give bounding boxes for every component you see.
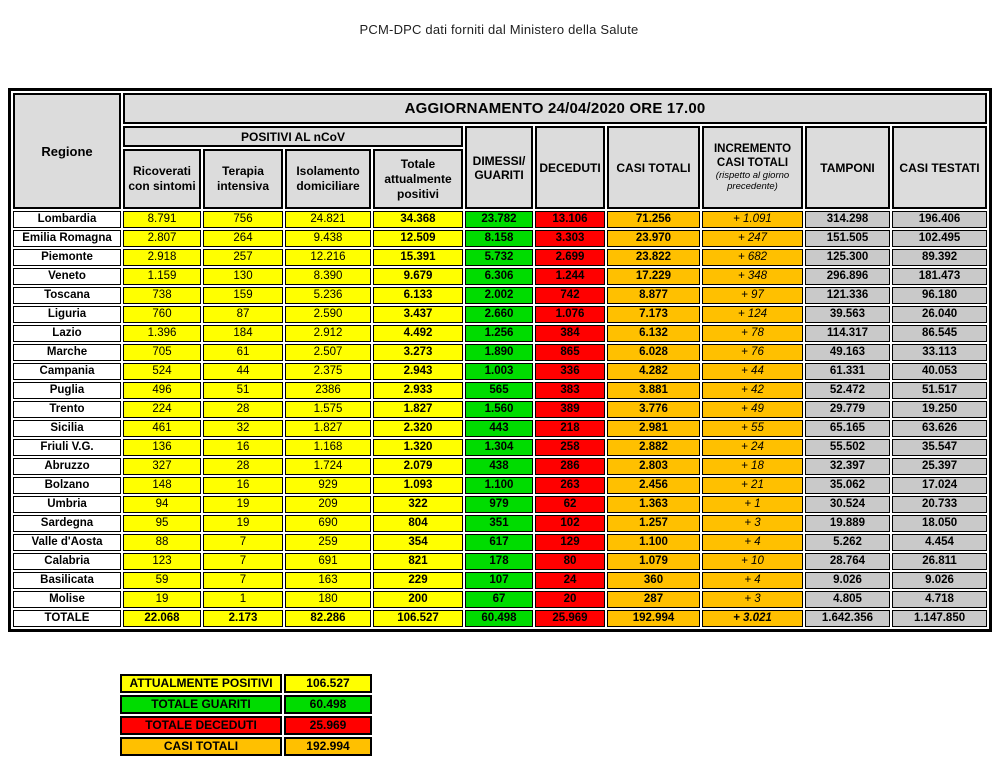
value-cell: + 97 xyxy=(702,287,803,304)
value-cell: 25.969 xyxy=(535,610,605,627)
region-name-cell: Puglia xyxy=(13,382,121,399)
col-header-casi-totali: CASI TOTALI xyxy=(607,126,700,209)
value-cell: + 24 xyxy=(702,439,803,456)
value-cell: 19 xyxy=(203,496,283,513)
value-cell: + 4 xyxy=(702,572,803,589)
value-cell: 1.363 xyxy=(607,496,700,513)
value-cell: 2.456 xyxy=(607,477,700,494)
value-cell: 23.782 xyxy=(465,211,533,228)
region-name-cell: Emilia Romagna xyxy=(13,230,121,247)
value-cell: 200 xyxy=(373,591,463,608)
col-header-deceduti: DECEDUTI xyxy=(535,126,605,209)
value-cell: 804 xyxy=(373,515,463,532)
table-row xyxy=(13,401,987,418)
region-name-cell: Valle d'Aosta xyxy=(13,534,121,551)
value-cell: 82.286 xyxy=(285,610,371,627)
value-cell: 1.079 xyxy=(607,553,700,570)
value-cell: 1.827 xyxy=(373,401,463,418)
summary-label-cell: TOTALE DECEDUTI xyxy=(120,716,282,735)
header-row-update xyxy=(13,93,987,124)
value-cell: 196.406 xyxy=(892,211,987,228)
value-cell: 136 xyxy=(123,439,201,456)
value-cell: 61 xyxy=(203,344,283,361)
value-cell: + 42 xyxy=(702,382,803,399)
value-cell: 6.133 xyxy=(373,287,463,304)
value-cell: 259 xyxy=(285,534,371,551)
value-cell: 95 xyxy=(123,515,201,532)
value-cell: 1.890 xyxy=(465,344,533,361)
col-header-totale-positivi: Totale attualmente positivi xyxy=(373,149,463,209)
value-cell: 1.724 xyxy=(285,458,371,475)
value-cell: 1.256 xyxy=(465,325,533,342)
col-header-incremento xyxy=(702,126,803,209)
value-cell: 258 xyxy=(535,439,605,456)
value-cell: 2.807 xyxy=(123,230,201,247)
value-cell: 24 xyxy=(535,572,605,589)
value-cell: 35.547 xyxy=(892,439,987,456)
summary-label-cell: CASI TOTALI xyxy=(120,737,282,756)
value-cell: 88 xyxy=(123,534,201,551)
value-cell: + 78 xyxy=(702,325,803,342)
value-cell: 19 xyxy=(123,591,201,608)
value-cell: + 3 xyxy=(702,591,803,608)
value-cell: 6.306 xyxy=(465,268,533,285)
value-cell: 742 xyxy=(535,287,605,304)
incremento-header-note: (rispetto al giorno precedente) xyxy=(715,170,790,193)
value-cell: 218 xyxy=(535,420,605,437)
value-cell: 130 xyxy=(203,268,283,285)
value-cell: 1.827 xyxy=(285,420,371,437)
positivi-group-header: POSITIVI AL nCoV xyxy=(123,126,463,147)
summary-value-cell: 60.498 xyxy=(284,695,372,714)
value-cell: 12.509 xyxy=(373,230,463,247)
value-cell: 192.994 xyxy=(607,610,700,627)
value-cell: 1.244 xyxy=(535,268,605,285)
page-title: PCM-DPC dati forniti dal Ministero della Salute xyxy=(359,22,639,37)
table-row xyxy=(13,287,987,304)
value-cell: 51 xyxy=(203,382,283,399)
value-cell: 19.889 xyxy=(805,515,890,532)
value-cell: 86.545 xyxy=(892,325,987,342)
value-cell: 26.811 xyxy=(892,553,987,570)
region-name-cell: Piemonte xyxy=(13,249,121,266)
value-cell: 1.575 xyxy=(285,401,371,418)
value-cell: 7 xyxy=(203,553,283,570)
value-cell: 821 xyxy=(373,553,463,570)
value-cell: 690 xyxy=(285,515,371,532)
value-cell: 264 xyxy=(203,230,283,247)
value-cell: 322 xyxy=(373,496,463,513)
table-row xyxy=(13,458,987,475)
value-cell: 2.079 xyxy=(373,458,463,475)
col-header-terapia: Terapia intensiva xyxy=(203,149,283,209)
value-cell: + 18 xyxy=(702,458,803,475)
header-row-group xyxy=(13,126,987,147)
table-row xyxy=(13,553,987,570)
incremento-header-title: INCREMENTO CASI TOTALI xyxy=(713,142,792,170)
value-cell: 296.896 xyxy=(805,268,890,285)
table-row xyxy=(13,572,987,589)
value-cell: 102 xyxy=(535,515,605,532)
region-name-cell: Trento xyxy=(13,401,121,418)
value-cell: 12.216 xyxy=(285,249,371,266)
value-cell: 5.236 xyxy=(285,287,371,304)
value-cell: 89.392 xyxy=(892,249,987,266)
value-cell: 2.320 xyxy=(373,420,463,437)
value-cell: + 76 xyxy=(702,344,803,361)
table-row xyxy=(13,439,987,456)
value-cell: 29.779 xyxy=(805,401,890,418)
value-cell: 44 xyxy=(203,363,283,380)
col-header-tamponi: TAMPONI xyxy=(805,126,890,209)
value-cell: 25.397 xyxy=(892,458,987,475)
value-cell: 443 xyxy=(465,420,533,437)
col-header-dimessi-guariti: DIMESSI/ GUARITI xyxy=(465,126,533,209)
value-cell: 30.524 xyxy=(805,496,890,513)
value-cell: 178 xyxy=(465,553,533,570)
table-row xyxy=(13,515,987,532)
value-cell: 738 xyxy=(123,287,201,304)
value-cell: 9.026 xyxy=(805,572,890,589)
value-cell: 96.180 xyxy=(892,287,987,304)
table-row xyxy=(13,363,987,380)
value-cell: 2.699 xyxy=(535,249,605,266)
value-cell: + 348 xyxy=(702,268,803,285)
table-row xyxy=(13,420,987,437)
col-header-casi-testati: CASI TESTATI xyxy=(892,126,987,209)
value-cell: 3.437 xyxy=(373,306,463,323)
value-cell: 7 xyxy=(203,572,283,589)
value-cell: 5.732 xyxy=(465,249,533,266)
region-name-cell: Calabria xyxy=(13,553,121,570)
value-cell: 691 xyxy=(285,553,371,570)
table-row xyxy=(13,211,987,228)
value-cell: 336 xyxy=(535,363,605,380)
value-cell: 80 xyxy=(535,553,605,570)
value-cell: 24.821 xyxy=(285,211,371,228)
value-cell: + 682 xyxy=(702,249,803,266)
value-cell: 15.391 xyxy=(373,249,463,266)
value-cell: 286 xyxy=(535,458,605,475)
value-cell: + 247 xyxy=(702,230,803,247)
value-cell: 2.507 xyxy=(285,344,371,361)
value-cell: 16 xyxy=(203,439,283,456)
value-cell: 1.100 xyxy=(607,534,700,551)
region-name-cell: Bolzano xyxy=(13,477,121,494)
summary-value-cell: 106.527 xyxy=(284,674,372,693)
value-cell: 4.718 xyxy=(892,591,987,608)
value-cell: 1.642.356 xyxy=(805,610,890,627)
value-cell: 8.877 xyxy=(607,287,700,304)
value-cell: 55.502 xyxy=(805,439,890,456)
value-cell: 62 xyxy=(535,496,605,513)
value-cell: 23.822 xyxy=(607,249,700,266)
value-cell: 8.390 xyxy=(285,268,371,285)
value-cell: 9.438 xyxy=(285,230,371,247)
region-name-cell: Marche xyxy=(13,344,121,361)
table-body xyxy=(13,211,987,627)
summary-row xyxy=(120,737,372,756)
value-cell: 2.660 xyxy=(465,306,533,323)
value-cell: 28 xyxy=(203,401,283,418)
value-cell: 59 xyxy=(123,572,201,589)
table-row xyxy=(13,477,987,494)
value-cell: 33.113 xyxy=(892,344,987,361)
region-name-cell: Lombardia xyxy=(13,211,121,228)
value-cell: 19 xyxy=(203,515,283,532)
value-cell: 438 xyxy=(465,458,533,475)
value-cell: + 49 xyxy=(702,401,803,418)
value-cell: 9.679 xyxy=(373,268,463,285)
value-cell: 496 xyxy=(123,382,201,399)
value-cell: 22.068 xyxy=(123,610,201,627)
value-cell: 40.053 xyxy=(892,363,987,380)
value-cell: 8.791 xyxy=(123,211,201,228)
value-cell: 2.912 xyxy=(285,325,371,342)
region-column-header: Regione xyxy=(13,93,121,209)
col-header-ricoverati: Ricoverati con sintomi xyxy=(123,149,201,209)
value-cell: 28 xyxy=(203,458,283,475)
value-cell: 9.026 xyxy=(892,572,987,589)
value-cell: + 3 xyxy=(702,515,803,532)
value-cell: 384 xyxy=(535,325,605,342)
value-cell: 52.472 xyxy=(805,382,890,399)
value-cell: 565 xyxy=(465,382,533,399)
value-cell: 2386 xyxy=(285,382,371,399)
summary-row xyxy=(120,716,372,735)
value-cell: + 10 xyxy=(702,553,803,570)
value-cell: + 3.021 xyxy=(702,610,803,627)
value-cell: 1.003 xyxy=(465,363,533,380)
value-cell: 148 xyxy=(123,477,201,494)
value-cell: 1.304 xyxy=(465,439,533,456)
value-cell: 1.147.850 xyxy=(892,610,987,627)
value-cell: 4.805 xyxy=(805,591,890,608)
value-cell: 159 xyxy=(203,287,283,304)
value-cell: 32 xyxy=(203,420,283,437)
value-cell: 1 xyxy=(203,591,283,608)
region-name-cell: Sardegna xyxy=(13,515,121,532)
value-cell: 8.158 xyxy=(465,230,533,247)
value-cell: 865 xyxy=(535,344,605,361)
value-cell: 49.163 xyxy=(805,344,890,361)
value-cell: 7 xyxy=(203,534,283,551)
value-cell: 6.132 xyxy=(607,325,700,342)
value-cell: 263 xyxy=(535,477,605,494)
value-cell: 94 xyxy=(123,496,201,513)
region-name-cell: Friuli V.G. xyxy=(13,439,121,456)
table-row xyxy=(13,344,987,361)
value-cell: 26.040 xyxy=(892,306,987,323)
region-name-cell: Molise xyxy=(13,591,121,608)
value-cell: 18.050 xyxy=(892,515,987,532)
value-cell: 1.076 xyxy=(535,306,605,323)
value-cell: 287 xyxy=(607,591,700,608)
value-cell: 2.803 xyxy=(607,458,700,475)
region-name-cell: Sicilia xyxy=(13,420,121,437)
value-cell: + 21 xyxy=(702,477,803,494)
value-cell: 1.168 xyxy=(285,439,371,456)
table-header xyxy=(13,93,987,209)
value-cell: 106.527 xyxy=(373,610,463,627)
value-cell: 2.981 xyxy=(607,420,700,437)
value-cell: 13.106 xyxy=(535,211,605,228)
value-cell: + 4 xyxy=(702,534,803,551)
region-name-cell: Liguria xyxy=(13,306,121,323)
value-cell: 3.303 xyxy=(535,230,605,247)
value-cell: 32.397 xyxy=(805,458,890,475)
value-cell: 114.317 xyxy=(805,325,890,342)
value-cell: 60.498 xyxy=(465,610,533,627)
value-cell: 151.505 xyxy=(805,230,890,247)
value-cell: 2.590 xyxy=(285,306,371,323)
summary-row xyxy=(120,674,372,693)
summary-label-cell: ATTUALMENTE POSITIVI xyxy=(120,674,282,693)
value-cell: 4.454 xyxy=(892,534,987,551)
value-cell: 39.563 xyxy=(805,306,890,323)
value-cell: 20.733 xyxy=(892,496,987,513)
value-cell: 383 xyxy=(535,382,605,399)
value-cell: 67 xyxy=(465,591,533,608)
table-row xyxy=(13,591,987,608)
value-cell: 354 xyxy=(373,534,463,551)
value-cell: + 124 xyxy=(702,306,803,323)
table-row xyxy=(13,306,987,323)
value-cell: 7.173 xyxy=(607,306,700,323)
value-cell: 121.336 xyxy=(805,287,890,304)
summary-label-cell: TOTALE GUARITI xyxy=(120,695,282,714)
value-cell: + 1.091 xyxy=(702,211,803,228)
value-cell: 123 xyxy=(123,553,201,570)
value-cell: 63.626 xyxy=(892,420,987,437)
value-cell: 929 xyxy=(285,477,371,494)
value-cell: 3.776 xyxy=(607,401,700,418)
region-name-cell: Abruzzo xyxy=(13,458,121,475)
update-header: AGGIORNAMENTO 24/04/2020 ORE 17.00 xyxy=(123,93,987,124)
value-cell: + 44 xyxy=(702,363,803,380)
value-cell: 1.257 xyxy=(607,515,700,532)
region-name-cell: Umbria xyxy=(13,496,121,513)
value-cell: + 1 xyxy=(702,496,803,513)
value-cell: 1.320 xyxy=(373,439,463,456)
table-row xyxy=(13,496,987,513)
value-cell: 1.396 xyxy=(123,325,201,342)
value-cell: 181.473 xyxy=(892,268,987,285)
value-cell: 229 xyxy=(373,572,463,589)
region-name-cell: Veneto xyxy=(13,268,121,285)
value-cell: 125.300 xyxy=(805,249,890,266)
value-cell: 87 xyxy=(203,306,283,323)
value-cell: 23.970 xyxy=(607,230,700,247)
value-cell: + 55 xyxy=(702,420,803,437)
value-cell: 4.282 xyxy=(607,363,700,380)
summary-value-cell: 192.994 xyxy=(284,737,372,756)
value-cell: 17.229 xyxy=(607,268,700,285)
value-cell: 17.024 xyxy=(892,477,987,494)
summary-value-cell: 25.969 xyxy=(284,716,372,735)
value-cell: 102.495 xyxy=(892,230,987,247)
value-cell: 35.062 xyxy=(805,477,890,494)
table-row xyxy=(13,325,987,342)
col-header-isolamento: Isolamento domiciliare xyxy=(285,149,371,209)
value-cell: 1.100 xyxy=(465,477,533,494)
value-cell: 3.273 xyxy=(373,344,463,361)
value-cell: 224 xyxy=(123,401,201,418)
region-name-cell: Campania xyxy=(13,363,121,380)
value-cell: 1.093 xyxy=(373,477,463,494)
value-cell: 2.002 xyxy=(465,287,533,304)
value-cell: 20 xyxy=(535,591,605,608)
value-cell: 705 xyxy=(123,344,201,361)
value-cell: 34.368 xyxy=(373,211,463,228)
value-cell: 327 xyxy=(123,458,201,475)
summary-row xyxy=(120,695,372,714)
value-cell: 979 xyxy=(465,496,533,513)
value-cell: 461 xyxy=(123,420,201,437)
region-name-cell: Toscana xyxy=(13,287,121,304)
value-cell: 257 xyxy=(203,249,283,266)
value-cell: 2.943 xyxy=(373,363,463,380)
value-cell: 3.881 xyxy=(607,382,700,399)
value-cell: 1.159 xyxy=(123,268,201,285)
value-cell: 2.882 xyxy=(607,439,700,456)
summary-table-body xyxy=(120,674,372,756)
value-cell: 19.250 xyxy=(892,401,987,418)
value-cell: 4.492 xyxy=(373,325,463,342)
summary-table xyxy=(118,672,374,758)
value-cell: 184 xyxy=(203,325,283,342)
value-cell: 2.918 xyxy=(123,249,201,266)
value-cell: 107 xyxy=(465,572,533,589)
covid-data-table xyxy=(8,88,992,632)
value-cell: 2.375 xyxy=(285,363,371,380)
value-cell: 760 xyxy=(123,306,201,323)
value-cell: 389 xyxy=(535,401,605,418)
value-cell: 524 xyxy=(123,363,201,380)
value-cell: 360 xyxy=(607,572,700,589)
value-cell: 617 xyxy=(465,534,533,551)
value-cell: 2.933 xyxy=(373,382,463,399)
value-cell: 51.517 xyxy=(892,382,987,399)
value-cell: 129 xyxy=(535,534,605,551)
region-name-cell: Lazio xyxy=(13,325,121,342)
value-cell: 163 xyxy=(285,572,371,589)
value-cell: 5.262 xyxy=(805,534,890,551)
value-cell: 61.331 xyxy=(805,363,890,380)
value-cell: 6.028 xyxy=(607,344,700,361)
table-row xyxy=(13,610,987,627)
value-cell: 209 xyxy=(285,496,371,513)
table-row xyxy=(13,230,987,247)
value-cell: 314.298 xyxy=(805,211,890,228)
table-row xyxy=(13,534,987,551)
value-cell: 71.256 xyxy=(607,211,700,228)
value-cell: 65.165 xyxy=(805,420,890,437)
region-name-cell: Basilicata xyxy=(13,572,121,589)
value-cell: 2.173 xyxy=(203,610,283,627)
region-name-cell: TOTALE xyxy=(13,610,121,627)
value-cell: 351 xyxy=(465,515,533,532)
value-cell: 28.764 xyxy=(805,553,890,570)
table-row xyxy=(13,249,987,266)
value-cell: 16 xyxy=(203,477,283,494)
value-cell: 180 xyxy=(285,591,371,608)
table-row xyxy=(13,268,987,285)
value-cell: 1.560 xyxy=(465,401,533,418)
table-row xyxy=(13,382,987,399)
value-cell: 756 xyxy=(203,211,283,228)
